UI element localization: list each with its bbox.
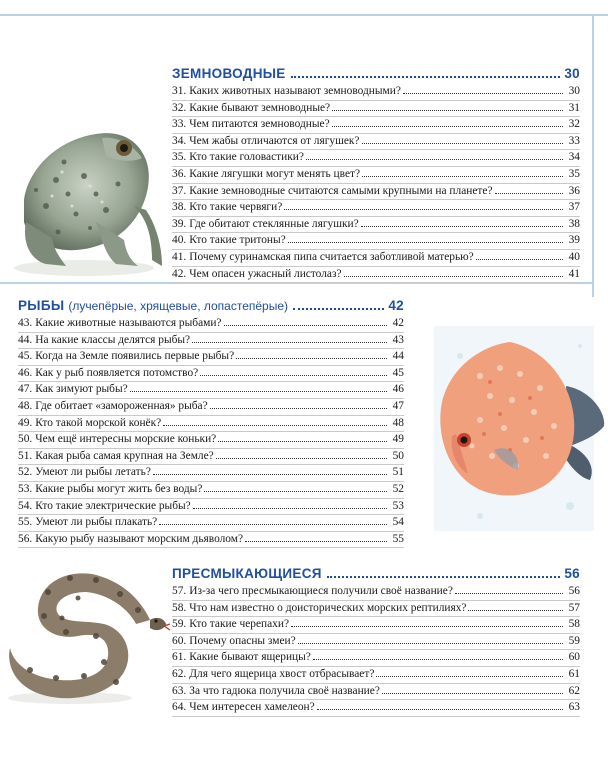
leader-dots <box>362 176 563 177</box>
entry-page: 53 <box>392 499 404 512</box>
entry-page: 32 <box>568 118 580 131</box>
leader-dots <box>216 458 387 459</box>
entry-title: Когда на Земле появились первые рыбы? <box>35 350 235 363</box>
entry-number: 59. <box>172 618 187 631</box>
entry-title: Какие бывают земноводные? <box>189 101 331 114</box>
entry-title: Как зимуют рыбы? <box>35 383 128 396</box>
leader-dots <box>224 325 388 326</box>
leader-dots <box>468 610 563 611</box>
entry-number: 35. <box>172 151 187 164</box>
section-page: 56 <box>564 566 580 581</box>
toc-entry[interactable] <box>172 200 580 217</box>
entry-page: 54 <box>392 516 404 529</box>
entry-number: 57. <box>172 585 187 597</box>
entry-page: 42 <box>392 317 404 329</box>
entry-page: 50 <box>392 449 404 462</box>
leader-dots <box>204 491 387 492</box>
entry-title: Чем жабы отличаются от лягушек? <box>189 134 360 147</box>
frame-line-right <box>592 14 594 297</box>
entry-number: 41. <box>172 250 187 263</box>
entry-page: 45 <box>392 366 404 379</box>
leader-dots <box>288 242 563 243</box>
entry-number: 36. <box>172 167 187 180</box>
leader-dots <box>332 110 563 111</box>
toc-entry[interactable] <box>172 667 580 684</box>
entry-number: 31. <box>172 85 187 97</box>
toc-entry[interactable] <box>172 150 580 167</box>
entry-page: 40 <box>568 250 580 263</box>
toc-entry[interactable] <box>18 399 404 416</box>
entry-page: 55 <box>392 532 404 545</box>
entry-title: Чем ещё интересны морские коньки? <box>35 433 217 446</box>
entry-page: 44 <box>392 350 404 363</box>
toc-entry[interactable] <box>172 250 580 267</box>
entry-page: 57 <box>568 601 580 614</box>
entry-number: 49. <box>18 416 33 429</box>
entry-page: 34 <box>568 151 580 164</box>
entry-page: 60 <box>568 651 580 664</box>
section-title: ЗЕМНОВОДНЫЕ <box>172 66 286 81</box>
leader-dots <box>382 693 563 694</box>
toc-entry[interactable] <box>172 101 580 118</box>
toc-entry[interactable] <box>18 465 404 482</box>
entry-title: Что нам известно о доисторических морских рептилиях? <box>189 601 467 614</box>
entry-title: За что гадюка получила своё название? <box>189 684 380 697</box>
leader-dots <box>313 659 563 660</box>
leader-dots <box>193 508 387 509</box>
entry-page: 36 <box>568 184 580 197</box>
toc-entry[interactable] <box>172 700 580 717</box>
entry-list <box>18 316 404 548</box>
entry-title: Какие земноводные считаются самыми крупными на планете? <box>189 184 493 197</box>
toc-entry[interactable] <box>18 333 404 350</box>
entry-number: 58. <box>172 601 187 614</box>
entry-title: На какие классы делятся рыбы? <box>35 333 191 346</box>
leader-dots <box>210 408 387 409</box>
leader-dots <box>218 441 387 442</box>
snake-illustration <box>0 558 172 710</box>
entry-number: 62. <box>172 667 187 680</box>
entry-number: 47. <box>18 383 33 396</box>
entry-number: 50. <box>18 433 33 446</box>
toc-entry[interactable] <box>172 617 580 634</box>
toc-entry[interactable] <box>172 184 580 201</box>
entry-title: Чем питаются земноводные? <box>189 118 330 131</box>
entry-number: 52. <box>18 466 33 479</box>
section-title: ПРЕСМЫКАЮЩИЕСЯ <box>172 566 322 581</box>
toc-section-amphibians <box>172 66 580 283</box>
entry-title: Почему суринамская пипа считается заботливой матерью? <box>189 250 474 263</box>
section-page: 42 <box>388 298 404 313</box>
entry-title: Какие животные называются рыбами? <box>35 317 222 329</box>
entry-number: 64. <box>172 701 187 714</box>
toc-entry[interactable] <box>172 634 580 651</box>
frame-line-top <box>0 14 608 16</box>
entry-title: Кто такие электрические рыбы? <box>35 499 191 512</box>
toad-illustration <box>6 110 166 280</box>
entry-title: Кто такие червяги? <box>189 201 283 214</box>
entry-title: Какие лягушки могут менять цвет? <box>189 167 361 180</box>
entry-page: 51 <box>392 466 404 479</box>
entry-title: Для чего ящерица хвост отбрасывает? <box>189 667 375 680</box>
entry-page: 37 <box>568 201 580 214</box>
leader-dots <box>192 342 387 343</box>
entry-title: Кто такие черепахи? <box>189 618 290 631</box>
entry-number: 63. <box>172 684 187 697</box>
entry-page: 47 <box>392 399 404 412</box>
leader-dots <box>291 626 563 627</box>
leader-dots <box>200 375 387 376</box>
leader-dots <box>153 474 387 475</box>
toc-entry[interactable] <box>18 515 404 532</box>
toc-section-reptiles <box>172 566 580 717</box>
entry-title: Чем опасен ужасный листолаз? <box>189 267 342 280</box>
entry-page: 63 <box>568 701 580 714</box>
entry-number: 37. <box>172 184 187 197</box>
leader-dots <box>245 541 387 542</box>
entry-title: Как у рыб появляется потомство? <box>35 366 199 379</box>
section-title: РЫБЫ <box>18 298 65 313</box>
entry-page: 35 <box>568 167 580 180</box>
toc-entry[interactable] <box>18 482 404 499</box>
toc-entry[interactable] <box>172 134 580 151</box>
entry-list <box>172 584 580 717</box>
entry-title: Чем интересен хамелеон? <box>189 701 315 714</box>
leader-dots <box>362 143 564 144</box>
entry-number: 39. <box>172 217 187 230</box>
entry-number: 51. <box>18 449 33 462</box>
entry-page: 33 <box>568 134 580 147</box>
discus-fish-illustration <box>420 316 608 541</box>
toc-entry[interactable] <box>18 416 404 433</box>
entry-number: 43. <box>18 317 33 329</box>
toc-entry[interactable] <box>172 217 580 234</box>
entry-number: 32. <box>172 101 187 114</box>
entry-title: Какие бывают ящерицы? <box>189 651 311 664</box>
entry-page: 61 <box>568 667 580 680</box>
section-subtitle: (лучепёрые, хрящевые, лопастепёрые) <box>68 299 289 313</box>
toc-entry[interactable] <box>172 233 580 250</box>
leader-dots <box>403 93 563 94</box>
entry-list <box>172 84 580 283</box>
entry-number: 34. <box>172 134 187 147</box>
entry-title: Где обитают стеклянные лягушки? <box>189 217 359 230</box>
entry-number: 44. <box>18 333 33 346</box>
entry-page: 41 <box>568 267 580 280</box>
toc-entry[interactable] <box>172 650 580 667</box>
toc-entry[interactable] <box>18 499 404 516</box>
entry-title: Где обитает «замороженная» рыба? <box>35 399 208 412</box>
leader-dots <box>344 276 563 277</box>
entry-page: 39 <box>568 234 580 247</box>
leader-dots <box>291 76 561 78</box>
entry-page: 49 <box>392 433 404 446</box>
entry-page: 62 <box>568 684 580 697</box>
entry-page: 52 <box>392 482 404 495</box>
leader-dots <box>376 676 563 677</box>
toc-entry[interactable] <box>172 84 580 101</box>
toc-entry[interactable] <box>18 349 404 366</box>
entry-title: Из-за чего пресмыкающиеся получили своё название? <box>189 585 453 597</box>
toc-section-fishes <box>18 298 404 548</box>
entry-number: 33. <box>172 118 187 131</box>
leader-dots <box>130 391 387 392</box>
leader-dots <box>476 259 563 260</box>
entry-page: 46 <box>392 383 404 396</box>
entry-page: 31 <box>568 101 580 114</box>
entry-title: Кто такие тритоны? <box>189 234 286 247</box>
entry-title: Какую рыбу называют морским дьяволом? <box>35 532 244 545</box>
toc-entry[interactable] <box>172 117 580 134</box>
entry-number: 53. <box>18 482 33 495</box>
entry-number: 55. <box>18 516 33 529</box>
leader-dots <box>293 308 384 310</box>
entry-title: Кто такие головастики? <box>189 151 304 164</box>
entry-number: 54. <box>18 499 33 512</box>
entry-page: 48 <box>392 416 404 429</box>
toc-entry[interactable] <box>18 532 404 549</box>
leader-dots <box>455 593 563 594</box>
entry-title: Умеют ли рыбы летать? <box>35 466 151 479</box>
entry-page: 59 <box>568 634 580 647</box>
entry-number: 46. <box>18 366 33 379</box>
toc-entry[interactable] <box>18 316 404 333</box>
toc-entry[interactable] <box>18 449 404 466</box>
toc-entry[interactable] <box>172 167 580 184</box>
leader-dots <box>327 576 561 578</box>
toc-entry[interactable] <box>18 366 404 383</box>
section-header[interactable] <box>172 66 580 84</box>
toc-entry[interactable] <box>18 382 404 399</box>
entry-title: Какая рыба самая крупная на Земле? <box>35 449 214 462</box>
leader-dots <box>284 209 563 210</box>
leader-dots <box>298 643 563 644</box>
leader-dots <box>306 159 563 160</box>
entry-page: 38 <box>568 217 580 230</box>
entry-number: 42. <box>172 267 187 280</box>
section-header[interactable] <box>172 566 580 584</box>
toc-entry[interactable] <box>172 684 580 701</box>
entry-title: Какие рыбы могут жить без воды? <box>35 482 203 495</box>
entry-number: 40. <box>172 234 187 247</box>
entry-number: 60. <box>172 634 187 647</box>
leader-dots <box>317 709 563 710</box>
toc-entry[interactable] <box>172 601 580 618</box>
entry-number: 38. <box>172 201 187 214</box>
leader-dots <box>163 425 387 426</box>
entry-title: Почему опасны змеи? <box>189 634 296 647</box>
toc-entry[interactable] <box>172 584 580 601</box>
leader-dots <box>159 524 387 525</box>
entry-page: 30 <box>568 85 580 97</box>
leader-dots <box>361 226 563 227</box>
entry-number: 48. <box>18 399 33 412</box>
entry-title: Каких животных называют земноводными? <box>189 85 401 97</box>
entry-number: 56. <box>18 532 33 545</box>
leader-dots <box>495 193 563 194</box>
toc-entry[interactable] <box>172 267 580 284</box>
entry-page: 58 <box>568 618 580 631</box>
section-header[interactable] <box>18 298 404 316</box>
entry-number: 61. <box>172 651 187 664</box>
leader-dots <box>332 126 563 127</box>
section-page: 30 <box>564 66 580 81</box>
entry-page: 43 <box>392 333 404 346</box>
entry-page: 56 <box>568 585 580 597</box>
entry-number: 45. <box>18 350 33 363</box>
leader-dots <box>236 358 387 359</box>
toc-entry[interactable] <box>18 432 404 449</box>
entry-title: Умеют ли рыбы плакать? <box>35 516 158 529</box>
entry-title: Кто такой морской конёк? <box>35 416 162 429</box>
